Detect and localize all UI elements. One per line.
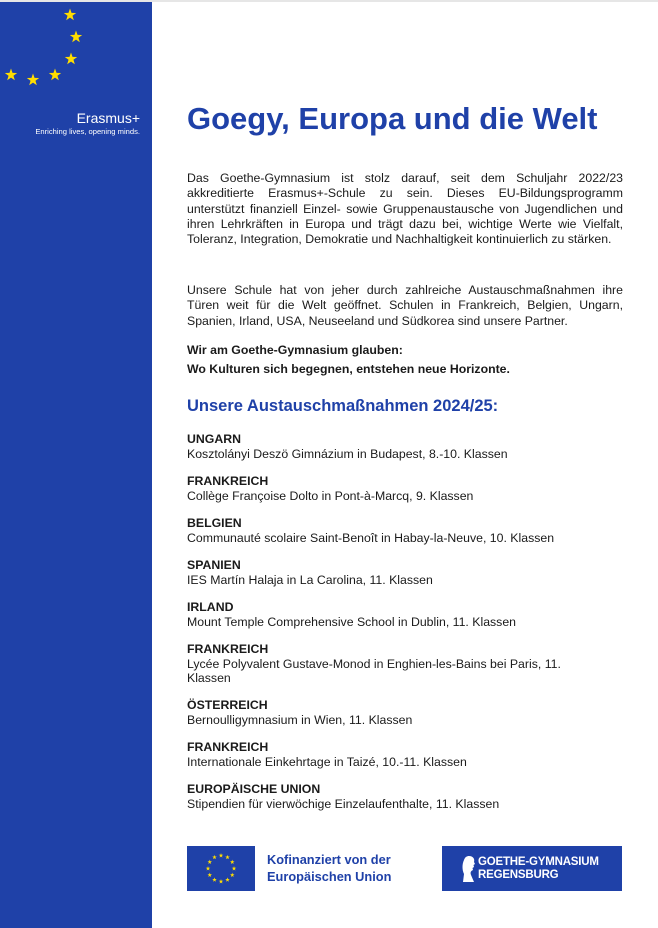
exchange-country: FRANKREICH <box>187 642 269 656</box>
eu-star-circle-icon <box>187 846 255 891</box>
exchange-school: Kosztolányi Deszö Gimnázium in Budapest, 8.-10. Klassen <box>187 447 508 461</box>
exchange-school: Mount Temple Comprehensive School in Dublin, 11. Klassen <box>187 615 517 629</box>
eu-cofinance-line-2: Europäischen Union <box>267 869 392 884</box>
star-icon <box>5 69 17 81</box>
star-icon <box>212 855 217 859</box>
star-icon <box>219 853 224 857</box>
star-icon <box>230 873 235 877</box>
exchange-school: IES Martín Halaja in La Carolina, 11. Klassen <box>187 573 433 587</box>
star-icon <box>232 866 237 870</box>
exchange-country: EUROPÄISCHE UNION <box>187 782 321 796</box>
star-icon <box>207 873 212 877</box>
eu-stars-icon <box>0 2 152 92</box>
erasmus-logo-tagline: Enriching lives, opening minds. <box>35 127 140 136</box>
exchange-school: Communauté scolaire Saint-Benoît in Habay-la-Neuve, 10. Klassen <box>187 531 555 545</box>
intro-paragraph-2: Unsere Schule hat von jeher durch zahlreiche Austauschmaßnahmen ihre Türen weit für die Welt geöffnet. Schulen in Frankreich, Belgien, Ungarn, Spanien, Irland, USA, Neuseeland und Südkorea sind unsere Partner. <box>187 283 623 328</box>
eu-cofinance-line-1: Kofinanziert von der <box>267 852 391 867</box>
list-item <box>187 516 623 545</box>
exchange-country: UNGARN <box>187 432 241 446</box>
goethe-logo-line-1: GOETHE-GYMNASIUM <box>478 856 599 868</box>
star-icon <box>70 31 82 43</box>
goethe-logo <box>442 846 622 891</box>
exchanges-heading: Unsere Austauschmaßnahmen 2024/25: <box>187 397 499 415</box>
exchange-school: Internationale Einkehrtage in Taizé, 10.-11. Klassen <box>187 755 467 769</box>
star-icon <box>207 860 212 864</box>
motto-line-2: Wo Kulturen sich begegnen, entstehen neue Horizonte. <box>187 362 510 376</box>
motto-line-1: Wir am Goethe-Gymnasium glauben: <box>187 343 403 357</box>
star-icon <box>225 855 230 859</box>
star-icon <box>230 860 235 864</box>
exchange-school: Stipendien für vierwöchige Einzelaufenthalte, 11. Klassen <box>187 797 500 811</box>
star-icon <box>49 69 61 81</box>
exchange-school: Lycée Polyvalent Gustave-Monod in Enghien-les-Bains bei Paris, 11. Klassen <box>187 657 561 685</box>
erasmus-sidebar <box>0 2 152 928</box>
exchange-country: IRLAND <box>187 600 234 614</box>
star-icon <box>212 877 217 881</box>
exchange-country: BELGIEN <box>187 516 242 530</box>
erasmus-logo-name: Erasmus+ <box>76 110 140 126</box>
list-item <box>187 558 623 587</box>
star-icon <box>65 53 77 65</box>
exchange-country: FRANKREICH <box>187 740 269 754</box>
motto <box>187 341 623 379</box>
eu-cofinance-label <box>267 851 391 885</box>
erasmus-logo <box>14 110 140 137</box>
list-item <box>187 642 623 685</box>
intro-paragraph-1: Das Goethe-Gymnasium ist stolz darauf, seit dem Schuljahr 2022/23 akkreditierte Erasmus+-Schule zu sein. Dieses EU-Bildungsprogramm unterstützt finanziell Einzel- sowie Gruppenaustausche von Jugendlichen und ihren Lehrkräften in Europa und trägt dazu bei, wichtige Werte wie Vielfalt, Toleranz, Integration, Demokratie und Nachhaltigkeit kontinuierlich zu stärken. <box>187 171 623 247</box>
goethe-profile-icon <box>462 855 476 883</box>
list-item <box>187 432 623 461</box>
goethe-logo-line-2: REGENSBURG <box>478 869 559 881</box>
goethe-logo-text <box>478 856 599 882</box>
page-title: Goegy, Europa und die Welt <box>187 101 598 136</box>
exchange-country: SPANIEN <box>187 558 241 572</box>
exchange-country: ÖSTERREICH <box>187 698 268 712</box>
exchange-school: Collège Françoise Dolto in Pont-à-Marcq, 9. Klassen <box>187 489 474 503</box>
list-item <box>187 474 623 503</box>
exchange-school: Bernoulligymnasium in Wien, 11. Klassen <box>187 713 413 727</box>
list-item <box>187 740 623 769</box>
list-item <box>187 698 623 727</box>
star-icon <box>64 9 76 21</box>
eu-flag-icon <box>187 846 255 891</box>
star-icon <box>225 877 230 881</box>
star-icon <box>206 866 211 870</box>
exchange-country: FRANKREICH <box>187 474 269 488</box>
exchange-list <box>187 432 623 824</box>
list-item <box>187 600 623 629</box>
star-icon <box>219 879 224 883</box>
list-item <box>187 782 623 811</box>
star-icon <box>27 74 39 86</box>
